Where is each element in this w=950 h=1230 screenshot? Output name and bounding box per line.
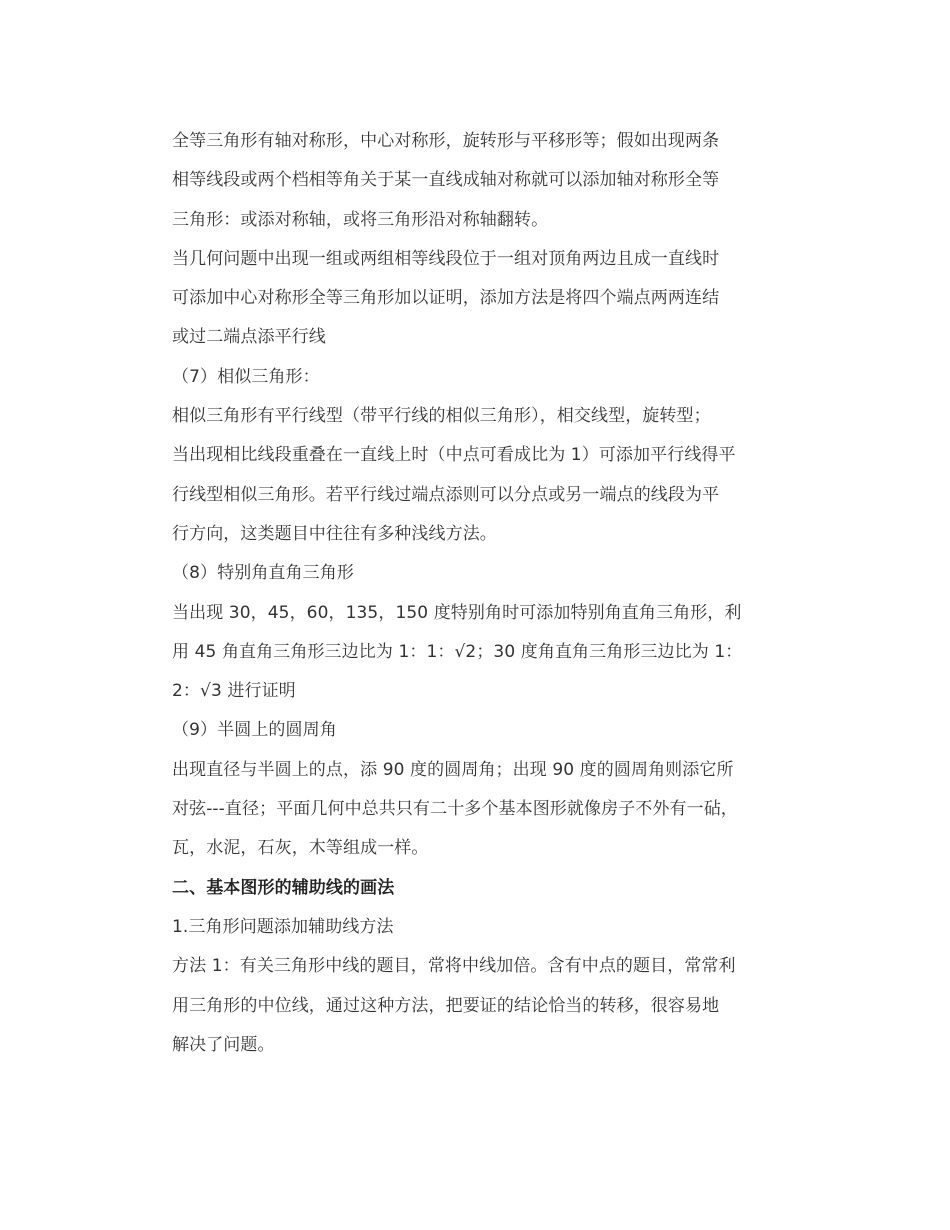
section-label: （7）相似三角形： [172, 366, 320, 387]
text-line: 全等三角形有轴对称形，中心对称形，旋转形与平移形等；假如出现两条 [172, 131, 720, 151]
text-line: 可添加中心对称形全等三角形加以证明，添加方法是将四个端点两两连结 [172, 288, 720, 309]
text-line: 或过二端点添平行线 [172, 327, 326, 348]
text-line: 相等线段或两个档相等角关于某一直线成轴对称就可以添加轴对称形全等 [172, 170, 720, 191]
subsection-title: 1.三角形问题添加辅助线方法 [172, 916, 394, 937]
section-label: （8）特别角直角三角形 [172, 563, 354, 584]
text-line: 用三角形的中位线，通过这种方法，把要证的结论恰当的转移，很容易地 [172, 995, 720, 1016]
text-line: 相似三角形有平行线型（带平行线的相似三角形），相交线型，旋转型； [172, 406, 711, 427]
text-line: 方法 1：有关三角形中线的题目，常将中线加倍。含有中点的题目，常常利 [172, 956, 736, 977]
text-line: 用 45 角直角三角形三边比为 1：1：√2；30 度角直角三角形三边比为 1： [172, 641, 743, 662]
section-heading: 二、基本图形的辅助线的画法 [172, 877, 395, 898]
text-line: 当出现相比线段重叠在一直线上时（中点可看成比为 1）可添加平行线得平 [172, 445, 736, 466]
document-body [172, 122, 792, 1065]
text-line: 当出现 30，45，60，135，150 度特别角时可添加特别角直角三角形，利 [172, 602, 742, 623]
text-line: 三角形：或添对称轴，或将三角形沿对称轴翻转。 [172, 209, 549, 230]
text-line: 当几何问题中出现一组或两组相等线段位于一组对顶角两边且成一直线时 [172, 248, 720, 269]
text-line: 行方向，这类题目中往往有多种浅线方法。 [172, 523, 497, 544]
text-line: 对弦---直径；平面几何中总共只有二十多个基本图形就像房子不外有一砧， [172, 799, 738, 820]
text-line: 解决了问题。 [172, 1034, 275, 1055]
text-line: 瓦，水泥，石灰，木等组成一样。 [172, 838, 429, 859]
text-line: 2：√3 进行证明 [172, 681, 296, 702]
text-line: 行线型相似三角形。若平行线过端点添则可以分点或另一端点的线段为平 [172, 484, 720, 505]
section-label: （9）半圆上的圆周角 [172, 720, 337, 741]
text-line: 出现直径与半圆上的点，添 90 度的圆周角；出现 90 度的圆周角则添它所 [172, 759, 734, 780]
